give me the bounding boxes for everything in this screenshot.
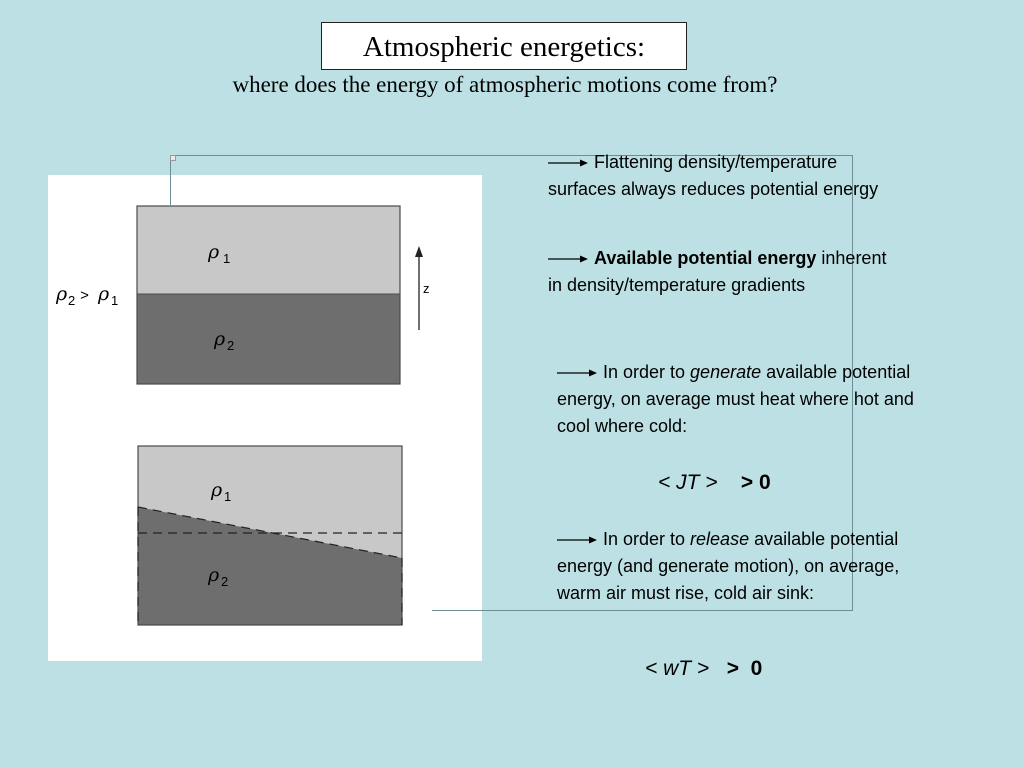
bottom-rho2-subscript: 2 bbox=[221, 574, 229, 589]
top-box-light-layer bbox=[137, 206, 400, 294]
top-rho1-subscript: 1 bbox=[223, 251, 231, 266]
side-greater-than: > bbox=[76, 287, 94, 304]
equation-wt-lhs: < wT > bbox=[645, 657, 710, 680]
equation-jt-lhs: < JT > bbox=[658, 471, 718, 494]
bullet-arrow-icon bbox=[557, 368, 597, 378]
bottom-rho2-symbol: ρ bbox=[208, 564, 220, 586]
top-rho1-symbol: ρ bbox=[208, 241, 220, 263]
equation-wt-rhs: > 0 bbox=[726, 657, 763, 680]
top-rho2-subscript: 2 bbox=[227, 338, 235, 353]
side-rho1-subscript: 1 bbox=[111, 293, 119, 308]
point-release bbox=[557, 526, 937, 607]
point-generate-post: available potential energy, on average must heat where hot and cool where cold: bbox=[557, 362, 914, 436]
bullet-arrow-icon bbox=[557, 535, 597, 545]
equation-jt bbox=[658, 471, 771, 495]
side-rho2-subscript: 2 bbox=[68, 293, 76, 308]
bottom-rho1-subscript: 1 bbox=[224, 489, 232, 504]
top-box-dark-layer bbox=[137, 294, 400, 384]
z-arrowhead-icon bbox=[415, 246, 423, 257]
point-generate bbox=[557, 359, 937, 440]
bottom-rho1-symbol: ρ bbox=[211, 479, 223, 501]
point-ape-text: inherent in density/temperature gradients bbox=[548, 248, 887, 295]
slide-subtitle: where does the energy of atmospheric motions come from? bbox=[232, 72, 778, 97]
point-generate-pre: In order to bbox=[603, 362, 691, 382]
point-release-pre: In order to bbox=[603, 529, 691, 549]
point-generate-italic: generate bbox=[690, 362, 762, 382]
side-rho2-symbol: ρ bbox=[56, 283, 68, 305]
point-ape bbox=[548, 245, 888, 299]
top-rho2-symbol: ρ bbox=[214, 328, 226, 350]
z-axis-label: z bbox=[423, 281, 430, 296]
point-ape-bold: Available potential energy bbox=[594, 248, 817, 268]
point-release-post: available potential energy (and generate motion), on average, warm air must rise, cold air sink: bbox=[557, 529, 900, 603]
bullet-arrow-icon bbox=[548, 158, 588, 168]
slide-title: Atmospheric energetics: bbox=[321, 22, 687, 70]
side-rho1-symbol: ρ bbox=[98, 283, 110, 305]
equation-wt bbox=[645, 657, 762, 681]
bullet-arrow-icon bbox=[548, 254, 588, 264]
equation-jt-rhs: > 0 bbox=[740, 471, 771, 494]
point-release-italic: release bbox=[690, 529, 750, 549]
point-flattening bbox=[548, 149, 908, 203]
point-flattening-text: Flattening density/temperature surfaces always reduces potential energy bbox=[548, 152, 879, 199]
